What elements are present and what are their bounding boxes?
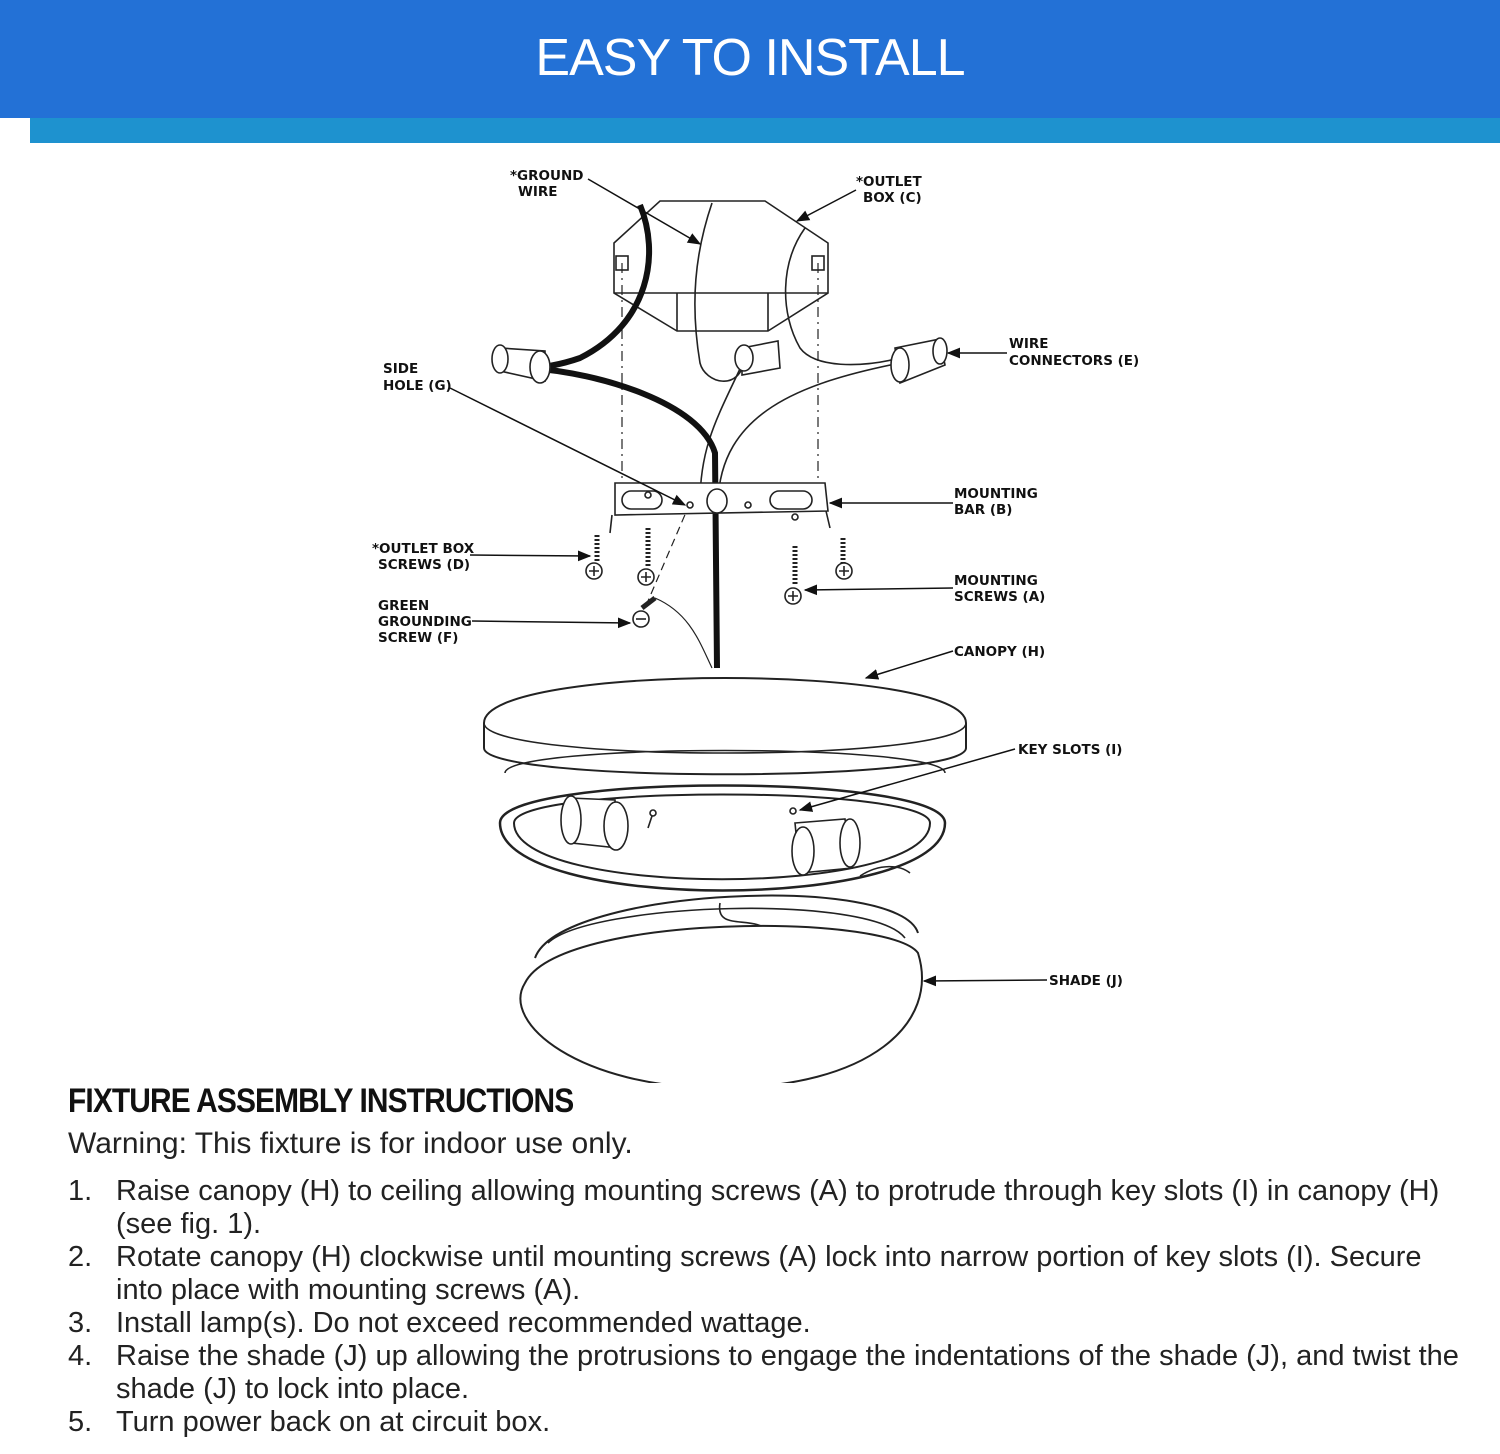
step-text: Install lamp(s). Do not exceed recommended wattage.	[116, 1307, 811, 1339]
green-grounding-screw	[633, 598, 712, 668]
shade	[520, 896, 922, 1083]
key-slot	[648, 808, 796, 828]
list-item	[68, 1241, 1468, 1307]
wire-connector-center	[735, 341, 780, 375]
instructions-title: FIXTURE ASSEMBLY INSTRUCTIONS	[68, 1082, 574, 1120]
wire-connector-left	[492, 345, 550, 383]
list-item	[68, 1307, 1468, 1340]
mounting-screw-left	[638, 528, 654, 585]
label-canopy: CANOPY (H)	[954, 644, 1046, 660]
list-item	[68, 1406, 1468, 1439]
label-mounting-screws: MOUNTING SCREWS (A)	[954, 573, 1046, 605]
step-text: Turn power back on at circuit box.	[116, 1406, 551, 1438]
label-green-grounding-screw: GREEN GROUNDING SCREW (F)	[378, 598, 472, 646]
lamp-socket-right	[792, 819, 860, 875]
mounting-bar	[610, 483, 830, 533]
label-wire-connectors: WIRE CONNECTORS (E)	[1009, 336, 1140, 369]
steps-list	[68, 1175, 1468, 1439]
fixture-exploded-diagram	[0, 143, 1500, 1083]
label-ground-wire: *GROUND WIRE	[510, 168, 584, 200]
page-title: EASY TO INSTALL	[535, 29, 965, 87]
list-item	[68, 1175, 1468, 1241]
step-number: 3.	[68, 1307, 93, 1339]
canopy	[484, 678, 966, 891]
list-item	[68, 1340, 1468, 1406]
label-side-hole: SIDE HOLE (G)	[383, 361, 452, 394]
label-mounting-bar: MOUNTING BAR (B)	[954, 486, 1038, 518]
label-key-slots: KEY SLOTS (I)	[1018, 742, 1123, 758]
outlet-box-screw-right	[836, 538, 852, 579]
label-outlet-box-screws: *OUTLET BOX SCREWS (D)	[372, 541, 475, 573]
label-shade: SHADE (J)	[1049, 973, 1123, 989]
step-number: 4.	[68, 1340, 93, 1372]
assembly-instructions	[68, 1082, 1468, 1439]
step-number: 2.	[68, 1241, 93, 1273]
lamp-socket-left	[561, 796, 628, 850]
step-text: Raise canopy (H) to ceiling allowing mounting screws (A) to protrude through key slots (I) in canopy (H) (see fig. 1).	[116, 1175, 1440, 1240]
label-outlet-box: *OUTLET BOX (C)	[856, 174, 922, 206]
header-accent-stripe	[30, 118, 1500, 143]
step-text: Rotate canopy (H) clockwise until mounting screws (A) lock into narrow portion of key slots (I). Secure into place with mounting screws (A).	[116, 1241, 1422, 1306]
warning-text: Warning: This fixture is for indoor use only.	[68, 1127, 633, 1160]
header-banner	[0, 0, 1500, 118]
mounting-screw-right	[785, 546, 801, 604]
outlet-box-screw-left	[586, 535, 602, 579]
step-number: 5.	[68, 1406, 93, 1438]
step-number: 1.	[68, 1175, 93, 1207]
wire-connector-right	[891, 338, 947, 383]
step-text: Raise the shade (J) up allowing the protrusions to engage the indentations of the shade (J), and twist the shade (J) to lock into place.	[116, 1340, 1459, 1405]
